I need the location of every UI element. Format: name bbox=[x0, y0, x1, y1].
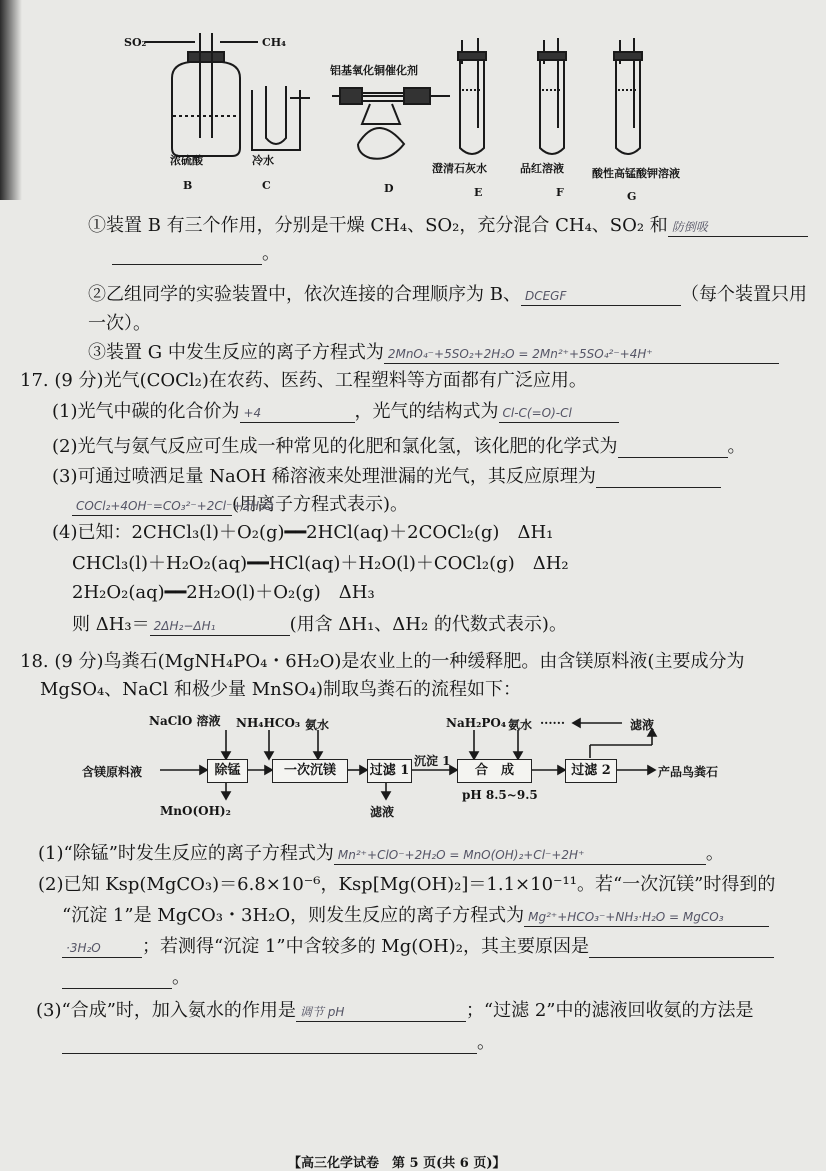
flow-box-synthesis: 合 成 bbox=[457, 759, 532, 783]
flow-box-precipitate-mg: 一次沉镁 bbox=[272, 759, 348, 783]
letter-e: E bbox=[474, 186, 483, 199]
flow-out-filtrate: 滤液 bbox=[370, 805, 395, 819]
q18-part2-line3: ·3H₂O ；若测得“沉淀 1”中含较多的 Mg(OH)₂，其主要原因是 bbox=[62, 936, 774, 958]
flow-add-ammonia2: 氨水 bbox=[508, 718, 533, 732]
q18-blank2b[interactable]: ·3H₂O bbox=[62, 937, 142, 958]
reagent-d-label: 铝基氧化铜催化剂 bbox=[330, 64, 418, 77]
q18-blank3[interactable] bbox=[589, 937, 774, 958]
desc-c: 冷水 bbox=[252, 154, 274, 167]
q18-blank4[interactable]: 调节 pH bbox=[296, 1001, 466, 1022]
letter-d: D bbox=[384, 182, 394, 195]
letter-f: F bbox=[556, 186, 564, 199]
q16-blank3[interactable]: 2MnO₄⁻+5SO₂+2H₂O = 2Mn²⁺+5SO₄²⁻+4H⁺ bbox=[384, 343, 779, 364]
q18-part2: (2)已知 Ksp(MgCO₃)＝6.8×10⁻⁶，Ksp[Mg(OH)₂]＝1.1×10⁻¹¹。若“一次沉镁”时得到的 bbox=[38, 874, 776, 895]
q16-part2-note: 一次）。 bbox=[88, 313, 151, 334]
desc-g: 酸性高锰酸钾溶液 bbox=[592, 167, 680, 180]
scan-shadow bbox=[0, 0, 22, 200]
flow-out-mnooh2: MnO(OH)₂ bbox=[160, 804, 231, 818]
desc-b: 浓硫酸 bbox=[170, 154, 203, 167]
q17-part1: (1)光气中碳的化合价为 +4 ，光气的结构式为 Cl-C(=O)-Cl bbox=[52, 401, 619, 423]
q18-blank1[interactable]: Mn²⁺+ClO⁻+2H₂O = MnO(OH)₂+Cl⁻+2H⁺ bbox=[334, 844, 706, 865]
q17-blank4b[interactable]: COCl₂+4OH⁻=CO₃²⁻+2Cl⁻+2H₂O bbox=[72, 495, 232, 516]
letter-b: B bbox=[183, 179, 193, 192]
q18-blank2[interactable]: Mg²⁺+HCO₃⁻+NH₃·H₂O = MgCO₃ bbox=[524, 906, 769, 927]
q17-blank3[interactable] bbox=[618, 437, 728, 458]
q16-blank1b[interactable] bbox=[112, 244, 262, 265]
q17-part4-answer: 则 ΔH₃＝ 2ΔH₂−ΔH₁ (用含 ΔH₁、ΔH₂ 的代数式表示)。 bbox=[72, 614, 567, 635]
letter-g: G bbox=[627, 190, 637, 203]
page-footer: 【高三化学试卷 第 5 页(共 6 页)】 bbox=[288, 1156, 506, 1171]
flow-filtrate-top: 滤液 bbox=[630, 718, 655, 732]
q17-blank5[interactable]: 2ΔH₂−ΔH₁ bbox=[150, 615, 290, 636]
q18-blank3b[interactable] bbox=[62, 968, 172, 989]
q16-part1: ①装置 B 有三个作用，分别是干燥 CH₄、SO₂，充分混合 CH₄、SO₂ 和 防倒吸 bbox=[88, 215, 808, 237]
q17-part3: (3)可通过喷洒足量 NaOH 稀溶液来处理泄漏的光气，其反应原理为 bbox=[52, 466, 721, 488]
q16-part1-cont: 。 bbox=[112, 243, 280, 265]
flow-start: 含镁原料液 bbox=[82, 765, 143, 779]
q16-blank1[interactable]: 防倒吸 bbox=[668, 216, 808, 237]
flow-precipitate1: 沉淀 1 bbox=[414, 754, 451, 768]
q18-part1: (1)“除锰”时发生反应的离子方程式为 Mn²⁺+ClO⁻+2H₂O = MnO(OH)₂+Cl⁻+2H⁺ 。 bbox=[38, 843, 724, 864]
gas-ch4-label: CH₄ bbox=[262, 36, 286, 49]
desc-f: 品红溶液 bbox=[520, 162, 564, 175]
q17-part4: (4)已知：2CHCl₃(l)＋O₂(g)━━2HCl(aq)＋2COCl₂(g) ΔH₁ bbox=[52, 522, 554, 543]
flow-recycle-dots: ······ bbox=[540, 716, 566, 730]
flow-box-filter2: 过滤 2 bbox=[565, 759, 617, 783]
q17-blank2[interactable]: Cl-C(=O)-Cl bbox=[499, 402, 619, 423]
q18-title: 18. (9 分)鸟粪石(MgNH₄PO₄・6H₂O)是农业上的一种缓释肥。由含镁原料液(主要成分为 bbox=[20, 651, 745, 672]
q18-part3: (3)“合成”时，加入氨水的作用是 调节 pH ；“过滤 2”中的滤液回收氨的方法是 bbox=[36, 1000, 754, 1021]
q18-blank5[interactable] bbox=[62, 1033, 477, 1054]
flow-add-nah2po4: NaH₂PO₄ bbox=[446, 716, 507, 730]
q16-part3: ③装置 G 中发生反应的离子方程式为 2MnO₄⁻+5SO₂+2H₂O = 2Mn²⁺+5SO₄²⁻+4H⁺ bbox=[88, 342, 779, 364]
q17-part2: (2)光气与氨气反应可生成一种常见的化肥和氯化氢，该化肥的化学式为 。 bbox=[52, 436, 746, 457]
q17-eq3: 2H₂O₂(aq)━━2H₂O(l)＋O₂(g) ΔH₃ bbox=[72, 582, 375, 603]
letter-c: C bbox=[262, 179, 271, 192]
flow-add-ammonia1: 氨水 bbox=[305, 718, 330, 732]
q18-part2-line2: “沉淀 1”是 MgCO₃・3H₂O，则发生反应的离子方程式为 Mg²⁺+HCO₃⁻+NH₃·H₂O = MgCO₃ bbox=[62, 905, 769, 927]
desc-e: 澄清石灰水 bbox=[432, 162, 487, 175]
q17-blank1[interactable]: +4 bbox=[240, 402, 355, 423]
q17-eq2: CHCl₃(l)＋H₂O₂(aq)━━HCl(aq)＋H₂O(l)＋COCl₂(g) ΔH₂ bbox=[72, 553, 569, 574]
q16-blank2[interactable]: DCEGF bbox=[521, 285, 681, 306]
q18-part3-end: 。 bbox=[62, 1032, 495, 1054]
q17-blank4[interactable] bbox=[596, 467, 721, 488]
flow-end: 产品鸟粪石 bbox=[658, 765, 719, 779]
flow-box-remove-mn: 除锰 bbox=[207, 759, 248, 783]
q16-part2: ②乙组同学的实验装置中，依次连接的合理顺序为 B、 DCEGF （每个装置只用 bbox=[88, 284, 807, 305]
q17-part3-cont: COCl₂+4OH⁻=CO₃²⁻+2Cl⁻+2H₂O (用离子方程式表示)。 bbox=[72, 494, 408, 516]
q17-title: 17. (9 分)光气(COCl₂)在农药、医药、工程塑料等方面都有广泛应用。 bbox=[20, 370, 587, 391]
flow-add-nh4hco3: NH₄HCO₃ bbox=[236, 716, 301, 730]
flow-ph: pH 8.5~9.5 bbox=[462, 788, 538, 802]
flow-add-naclo: NaClO 溶液 bbox=[149, 714, 221, 728]
flow-box-filter1: 过滤 1 bbox=[367, 759, 412, 783]
q18-part2-end: 。 bbox=[62, 967, 190, 989]
q18-title2: MgSO₄、NaCl 和极少量 MnSO₄)制取鸟粪石的流程如下： bbox=[40, 679, 522, 700]
gas-so2-label: SO₂ bbox=[124, 36, 147, 49]
